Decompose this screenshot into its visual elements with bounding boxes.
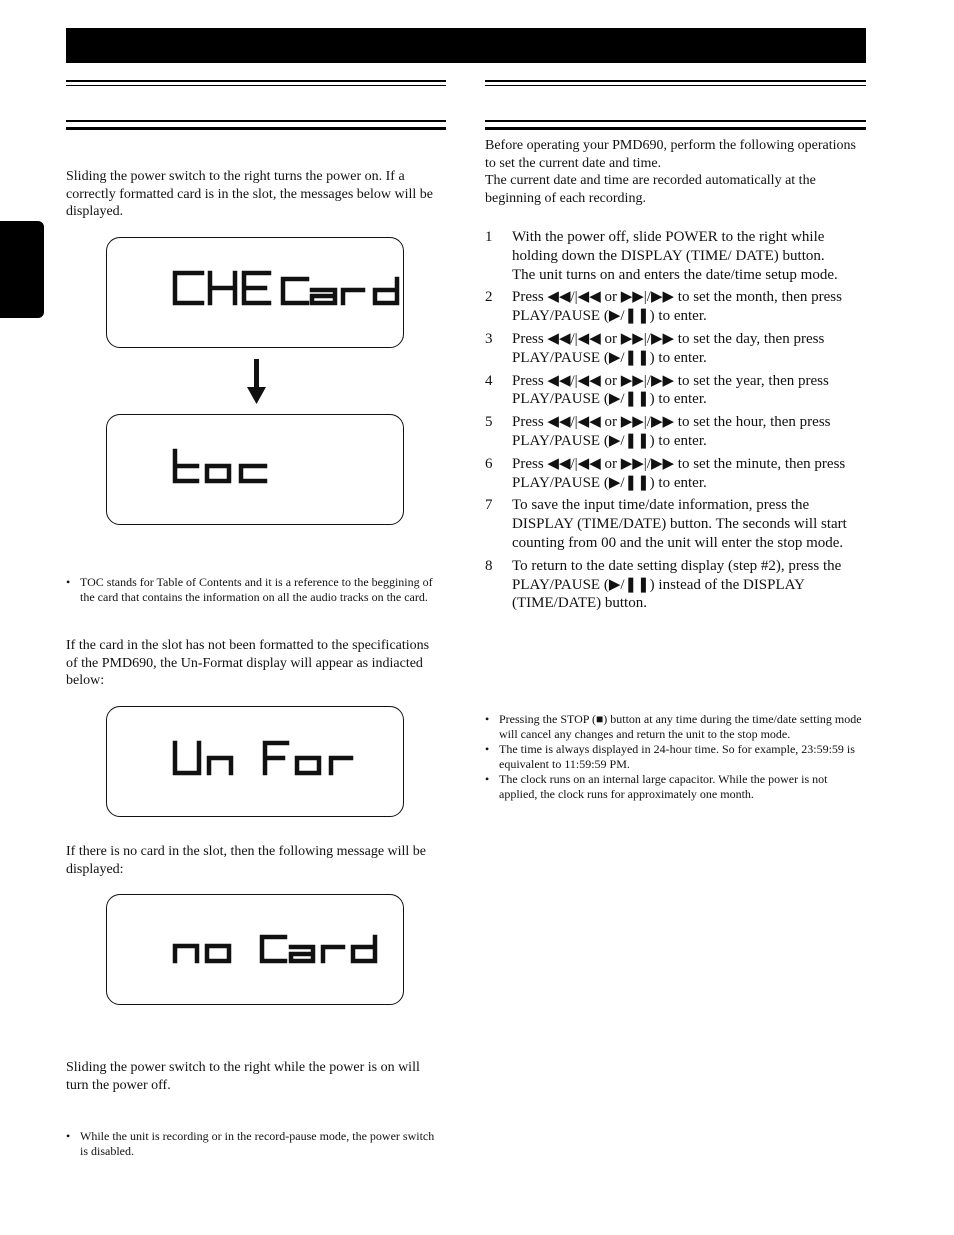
step-number: 4 [485, 372, 493, 389]
step-text: Press ◀◀/|◀◀ or ▶▶|/▶▶ to set the minute, then press PLAY/PAUSE (▶/❚❚) to enter. [512, 455, 846, 491]
no-card-text: If there is no card in the slot, then the following message will be displayed: [66, 844, 427, 877]
date-note-item: • The clock runs on an internal large capacitor. While the power is not applied, the clock runs for approximately one month. [485, 772, 865, 802]
date-intro-line2: The current date and time are recorded automatically at the beginning of each recording. [485, 173, 816, 206]
step-item [485, 455, 870, 493]
step-number: 5 [485, 414, 493, 431]
seg-glyphs [175, 273, 397, 303]
toc-note-item: • TOC stands for Table of Contents and it is a reference to the beggining of the card that contains the information on all the audio tracks on the card. [66, 575, 440, 605]
step-number: 8 [485, 557, 493, 574]
date-note-item: • The time is always displayed in 24-hour time. So for example, 23:59:59 is equivalent to 11:59:59 PM. [485, 742, 865, 772]
step-text: Press ◀◀/|◀◀ or ▶▶|/▶▶ to set the day, then press PLAY/PAUSE (▶/❚❚) to enter. [512, 330, 825, 366]
left-section-rule-bottom [66, 120, 446, 130]
step-item [485, 228, 870, 284]
step-number: 6 [485, 455, 493, 472]
lcd-check-card-segments [107, 238, 405, 349]
step-text: Press ◀◀/|◀◀ or ▶▶|/▶▶ to set the hour, then press PLAY/PAUSE (▶/❚❚) to enter. [512, 414, 831, 449]
unformat-text: If the card in the slot has not been formatted to the specifications of the PMD690, the Un-Format display will appear as indiacted below: [66, 638, 430, 688]
lcd-no-card [106, 894, 404, 1005]
power-off-text: Sliding the power switch to the right while the power is on will turn the power off. [66, 1060, 420, 1093]
header-bar [66, 28, 866, 63]
lcd-no-card-segments [107, 895, 405, 1006]
date-intro [485, 137, 865, 207]
lcd-check-card [106, 237, 404, 348]
left-section-rule-top [66, 80, 446, 86]
right-section-rule-top [485, 80, 866, 86]
power-switch-note [66, 1129, 440, 1159]
step-item [485, 413, 870, 451]
date-notes [485, 712, 865, 802]
step-number: 3 [485, 330, 493, 347]
seg-glyphs [175, 743, 351, 773]
step-text: Press ◀◀/|◀◀ or ▶▶|/▶▶ to set the month, then press PLAY/PAUSE (▶/❚❚) to enter. [512, 289, 842, 325]
step-text: With the power off, slide POWER to the right while holding down the DISPLAY (TIME/ DATE) button. [512, 229, 825, 264]
step-text: To return to the date setting display (step #2), press the PLAY/PAUSE (▶/❚❚) instead of the DISPLAY (TIME/DATE) button. [512, 557, 842, 612]
lcd-toc [106, 414, 404, 525]
step-item [485, 372, 870, 410]
power-switch-note-item: • While the unit is recording or in the record-pause mode, the power switch is disabled. [66, 1129, 440, 1159]
power-on-intro: Sliding the power switch to the right turns the power on. If a correctly formatted card is in the slot, the messages below will be displayed. [66, 169, 434, 219]
lcd-un-format-segments [107, 707, 405, 818]
step-subtext: The unit turns on and enters the date/time setup mode. [512, 266, 838, 283]
date-setup-steps [485, 228, 870, 617]
step-text: To save the input time/date information, press the DISPLAY (TIME/DATE) button. The seconds will start counting from 00 and the unit will enter the stop mode. [512, 497, 847, 551]
date-intro-line1: Before operating your PMD690, perform the following operations to set the current date and time. [485, 138, 856, 171]
lcd-toc-segments [107, 415, 405, 526]
date-note-item: • Pressing the STOP (■) button at any time during the time/date setting mode will cancel any changes and return the unit to the stop mode. [485, 712, 865, 742]
lcd-un-format [106, 706, 404, 817]
step-text: Press ◀◀/|◀◀ or ▶▶|/▶▶ to set the year, then press PLAY/PAUSE (▶/❚❚) to enter. [512, 372, 829, 408]
down-arrow-icon [247, 359, 267, 405]
step-item [485, 496, 870, 552]
step-item [485, 330, 870, 368]
step-item [485, 288, 870, 326]
toc-note [66, 575, 440, 605]
step-number: 1 [485, 229, 493, 245]
step-item [485, 557, 870, 613]
step-number: 7 [485, 497, 493, 514]
side-tab [0, 221, 44, 318]
step-number: 2 [485, 289, 493, 306]
seg-glyphs [175, 451, 265, 481]
seg-glyphs [175, 937, 375, 961]
right-section-rule-bottom [485, 120, 866, 130]
